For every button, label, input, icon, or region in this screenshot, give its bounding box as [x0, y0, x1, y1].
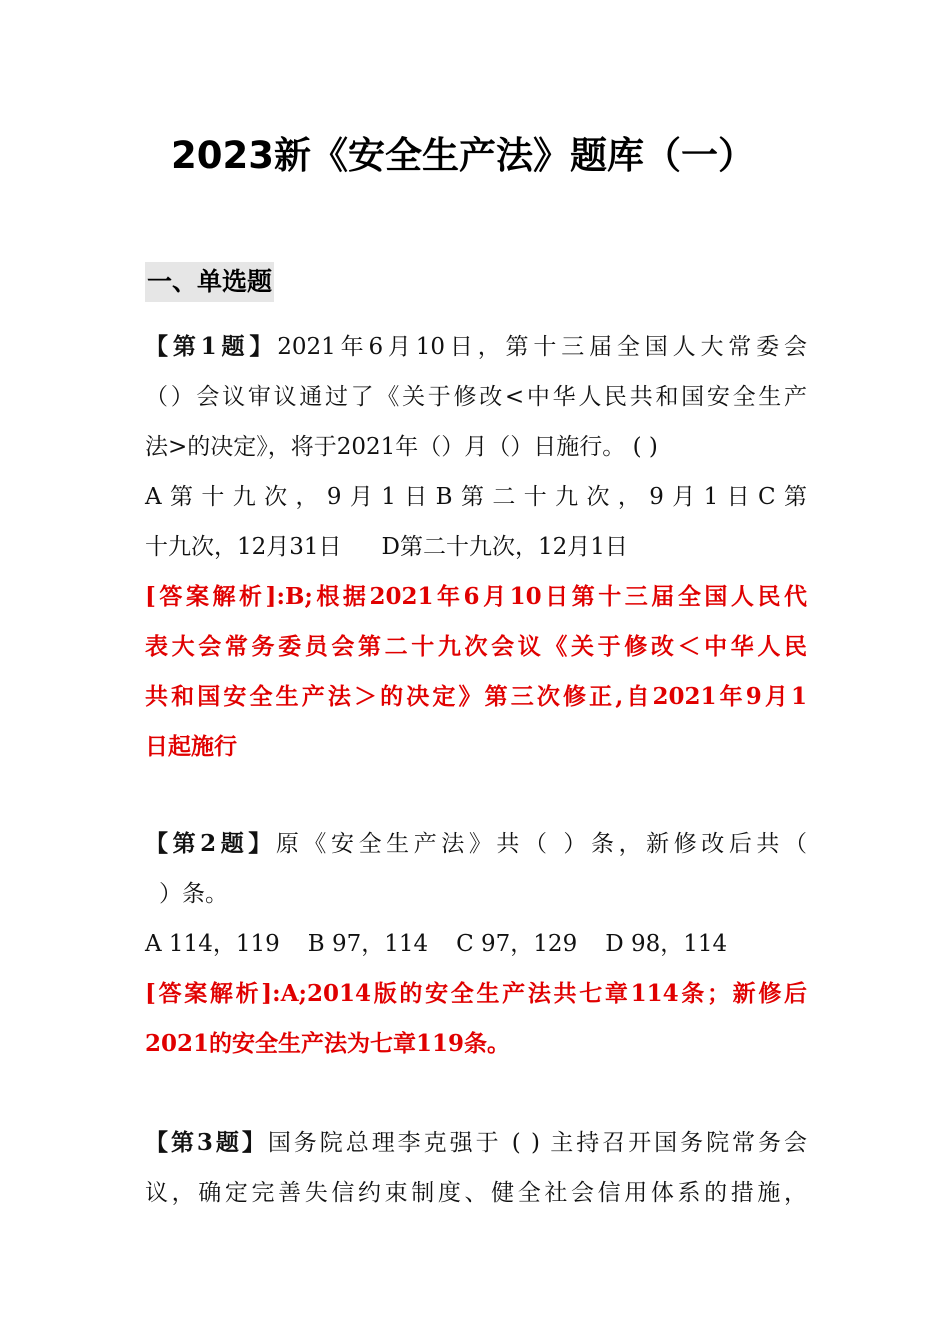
question-1-option-b: B第二十九次，9月1日 — [435, 484, 759, 510]
question-2-option-d: D 98，114 — [605, 931, 728, 957]
question-1-label: 【第1题】 — [145, 333, 278, 360]
question-1-answer-line-3: 共和国安全生产法＞的决定》第三次修正,自2021年9月1 — [145, 683, 807, 710]
question-1-option-a: A第十九次，9月1日 — [145, 484, 436, 510]
question-2-label: 【第2题】 — [145, 830, 276, 857]
question-2-answer-line-1: [答案解析]:A;2014版的安全生产法共七章114条；新修后 — [145, 980, 807, 1007]
question-1-option-c-cont: 十九次，12月31日 — [145, 534, 342, 560]
question-3-stem-line-1: 【第3题】国务院总理李克强于 ( ) 主持召开国务院常务会 — [145, 1129, 807, 1156]
question-1-answer-line-2: 表大会常务委员会第二十九次会议《关于修改＜中华人民 — [145, 633, 807, 660]
answer-label: [答案解析]: — [145, 583, 285, 610]
question-1-option-d: D第二十九次，12月1日 — [381, 534, 628, 560]
section-heading: 一、单选题 — [145, 262, 274, 302]
question-1-options-line-1 — [145, 472, 807, 522]
question-2-option-b: B 97，114 — [307, 931, 429, 957]
question-1-stem-line-2: （）会议审议通过了《关于修改<中华人民共和国安全生产 — [145, 384, 807, 410]
question-2-option-a: A 114，119 — [145, 931, 280, 957]
question-2 — [145, 819, 807, 1069]
document-title: 2023新《安全生产法》题库（一） — [171, 134, 755, 177]
question-2-options-line — [145, 919, 807, 969]
question-1-options-line-2 — [145, 522, 807, 572]
question-2-answer-line-2: 2021的安全生产法为七章119条。 — [145, 1030, 511, 1057]
question-3-label: 【第3题】 — [145, 1129, 268, 1156]
question-3-stem-line-2: 议，确定完善失信约束制度、健全社会信用体系的措施， — [145, 1180, 807, 1206]
question-3 — [145, 1118, 807, 1218]
question-1-answer-line-1: [答案解析]:B;根据2021年6月10日第十三届全国人民代 — [145, 583, 807, 610]
question-1-option-c: C第 — [758, 484, 807, 510]
answer-label: [答案解析]: — [145, 980, 281, 1007]
question-1 — [145, 322, 807, 772]
question-2-stem-line-2: ）条。 — [159, 881, 228, 907]
question-2-stem-line-1: 【第2题】原《安全生产法》共（ ）条，新修改后共（ — [145, 830, 807, 857]
question-1-stem-line-1: 【第1题】2021年6月10日，第十三届全国人大常委会 — [145, 333, 807, 360]
question-1-stem-line-3: 法>的决定》，将于2021年（）月（）日施行。 ( ) — [145, 434, 658, 460]
question-1-answer-line-4: 日起施行 — [145, 733, 237, 760]
question-2-option-c: C 97，129 — [456, 931, 578, 957]
